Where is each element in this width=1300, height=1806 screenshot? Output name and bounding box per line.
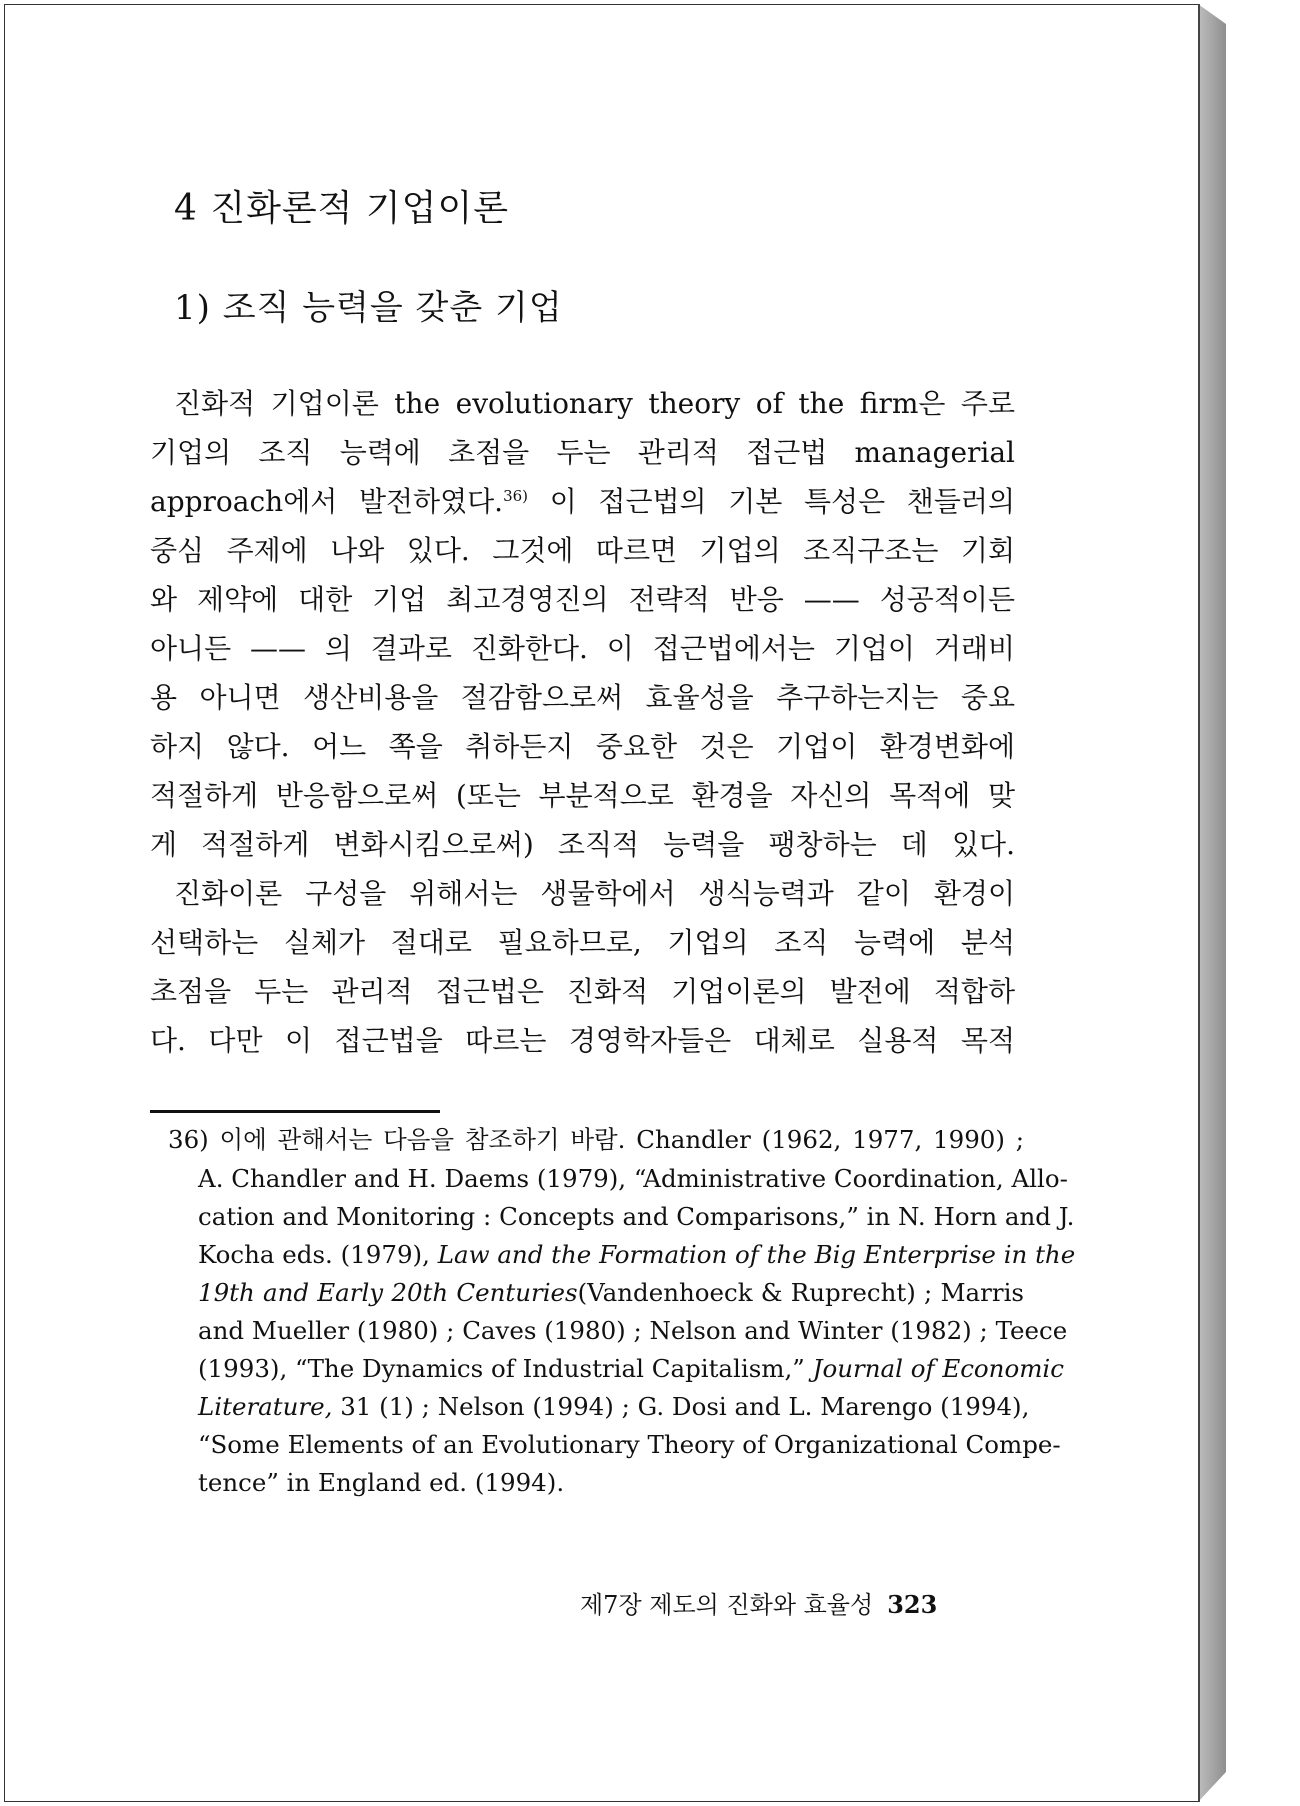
footnote-line: and Mueller (1980) ; Caves (1980) ; Nelson and Winter (1982) ; Teece bbox=[198, 1316, 1068, 1345]
page-number: 323 bbox=[887, 1590, 938, 1619]
body-line: 중심 주제에 나와 있다. 그것에 따르면 기업의 조직구조는 기회 bbox=[150, 534, 1015, 567]
running-footer bbox=[580, 1585, 937, 1620]
body-text: 이 접근법의 기본 특성은 챈들러의 bbox=[549, 485, 1015, 518]
footnote-line: 36) 이에 관해서는 다음을 참조하기 바람. Chandler (1962, 1977, 1990) ; bbox=[168, 1125, 1024, 1154]
body-text: approach에서 발전하였다. bbox=[150, 485, 504, 518]
footnote-line: tence” in England ed. (1994). bbox=[198, 1468, 565, 1497]
footnote-separator bbox=[150, 1110, 440, 1113]
footnote-line bbox=[198, 1351, 1064, 1387]
footnote-text: (Vandenhoeck & Ruprecht) ; Marris bbox=[577, 1278, 1024, 1307]
body-line: 하지 않다. 어느 쪽을 취하든지 중요한 것은 기업이 환경변화에 bbox=[150, 730, 1015, 763]
footnote-text: 31 (1) ; Nelson (1994) ; G. Dosi and L. Marengo (1994), bbox=[340, 1392, 1030, 1421]
footnote-text: Kocha eds. (1979), bbox=[198, 1240, 430, 1269]
body-line: 진화적 기업이론 the evolutionary theory of the firm은 주로 bbox=[174, 387, 1015, 420]
footnote-line: cation and Monitoring : Concepts and Comparisons,” in N. Horn and J. bbox=[198, 1202, 1075, 1231]
body-line: 진화이론 구성을 위해서는 생물학에서 생식능력과 같이 환경이 bbox=[174, 877, 1015, 910]
body-line: 적절하게 반응함으로써 (또는 부분적으로 환경을 자신의 목적에 맞 bbox=[150, 779, 1015, 812]
footnote-marker: 36) bbox=[503, 487, 529, 505]
body-line: 게 적절하게 변화시킴으로써) 조직적 능력을 팽창하는 데 있다. bbox=[150, 828, 1015, 861]
body-line: 기업의 조직 능력에 초점을 두는 관리적 접근법 managerial bbox=[150, 436, 1015, 469]
footnote-line bbox=[198, 1275, 1024, 1311]
footnote-italic-journal: Journal of Economic bbox=[812, 1354, 1064, 1383]
body-line: 다. 다만 이 접근법을 따르는 경영학자들은 대체로 실용적 목적 bbox=[150, 1024, 1015, 1057]
footnote-line: A. Chandler and H. Daems (1979), “Administrative Coordination, Allo- bbox=[198, 1164, 1068, 1193]
body-line bbox=[150, 482, 1015, 522]
footnote-italic-journal: Literature, bbox=[198, 1392, 333, 1421]
footnote-italic-title: Law and the Formation of the Big Enterprise in the bbox=[437, 1240, 1076, 1269]
body-line: 용 아니면 생산비용을 절감함으로써 효율성을 추구하는지는 중요 bbox=[150, 681, 1015, 714]
footnote-text: (1993), “The Dynamics of Industrial Capitalism,” bbox=[198, 1354, 805, 1383]
page-edge-line bbox=[1198, 4, 1200, 1802]
chapter-title: 제7장 제도의 진화와 효율성 bbox=[580, 1591, 874, 1619]
body-line: 초점을 두는 관리적 접근법은 진화적 기업이론의 발전에 적합하 bbox=[150, 975, 1015, 1008]
subsection-heading: 1) 조직 능력을 갖춘 기업 bbox=[174, 288, 563, 328]
section-heading: 4 진화론적 기업이론 bbox=[174, 188, 509, 229]
footnote-italic-title: 19th and Early 20th Centuries bbox=[198, 1278, 578, 1307]
body-line: 와 제약에 대한 기업 최고경영진의 전략적 반응 —— 성공적이든 bbox=[150, 583, 1015, 616]
footnote-line bbox=[198, 1389, 1030, 1425]
page-stack-edge bbox=[1198, 4, 1226, 1802]
footnote-line: “Some Elements of an Evolutionary Theory of Organizational Compe- bbox=[198, 1430, 1061, 1459]
body-line: 선택하는 실체가 절대로 필요하므로, 기업의 조직 능력에 분석 bbox=[150, 926, 1015, 959]
body-line: 아니든 —— 의 결과로 진화한다. 이 접근법에서는 기업이 거래비 bbox=[150, 632, 1015, 665]
footnote-line bbox=[198, 1237, 1076, 1273]
